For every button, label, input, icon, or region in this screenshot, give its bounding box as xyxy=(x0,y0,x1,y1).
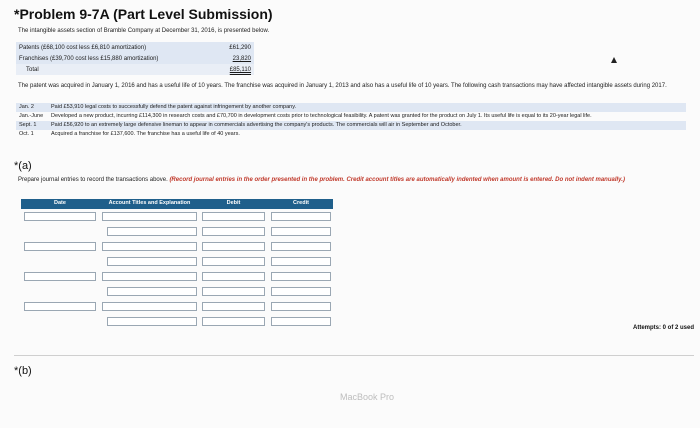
laptop-bezel-text: MacBook Pro xyxy=(340,392,395,402)
transaction-row xyxy=(16,103,686,112)
part-b-label: *(b) xyxy=(14,365,32,377)
mouse-pointer-icon xyxy=(611,57,617,63)
transactions-table xyxy=(16,103,686,139)
header-credit: Credit xyxy=(293,200,309,206)
debit-input[interactable] xyxy=(202,242,265,251)
section-divider xyxy=(14,355,694,356)
intangible-assets-table xyxy=(16,42,254,75)
transaction-text: Acquired a franchise for £137,600. The franchise has a useful life of 40 years. xyxy=(51,131,240,137)
account-input[interactable] xyxy=(102,212,197,221)
header-date: Date xyxy=(54,200,66,206)
transaction-text: Paid £53,910 legal costs to successfully defend the patent against infringement by another company. xyxy=(48,103,686,112)
journal-row xyxy=(21,210,333,225)
part-a-label: *(a) xyxy=(14,160,32,172)
credit-input[interactable] xyxy=(271,212,331,221)
debit-input[interactable] xyxy=(202,272,265,281)
patent-description: The patent was acquired in January 1, 2016 and has a useful life of 10 years. The franchise was acquired in January 1, 2013 and also has a useful life of 10 years. The following cash transactions may have affected intangible assets during 2017. xyxy=(18,83,667,89)
transaction-row xyxy=(16,130,686,139)
assets-row-amount: 23,820 xyxy=(188,53,254,64)
debit-input[interactable] xyxy=(202,212,265,221)
account-input[interactable] xyxy=(107,317,197,326)
debit-input[interactable] xyxy=(202,257,265,266)
journal-row xyxy=(21,285,333,300)
credit-input[interactable] xyxy=(271,317,331,326)
transaction-date: Jan. 2 xyxy=(16,103,48,112)
assets-row xyxy=(16,42,254,53)
journal-row xyxy=(21,300,333,315)
account-input[interactable] xyxy=(102,242,197,251)
account-input[interactable] xyxy=(107,287,197,296)
date-input[interactable] xyxy=(24,272,96,281)
assets-row-label: Franchises (£39,700 cost less £15,880 amortization) xyxy=(16,53,188,64)
header-debit: Debit xyxy=(226,200,241,206)
assets-total-amount: £85,110 xyxy=(188,64,254,75)
debit-input[interactable] xyxy=(202,287,265,296)
journal-entry-grid xyxy=(21,210,333,330)
credit-input[interactable] xyxy=(271,287,331,296)
credit-input[interactable] xyxy=(271,257,331,266)
header-account: Account Titles and Explanation xyxy=(108,200,191,206)
transaction-date: Oct. 1 xyxy=(19,131,34,137)
date-input[interactable] xyxy=(24,302,96,311)
attempts-counter: Attempts: 0 of 2 used xyxy=(632,325,694,331)
instructions-warning: (Record journal entries in the order presented in the problem. Credit account titles are automatically indented when amount is entered. Do not indent manually.) xyxy=(169,177,625,183)
account-input[interactable] xyxy=(102,302,197,311)
date-input[interactable] xyxy=(24,212,96,221)
credit-input[interactable] xyxy=(271,227,331,236)
assets-row-label: Patents (£68,100 cost less £6,810 amortization) xyxy=(16,42,188,53)
assets-total-row xyxy=(16,64,254,75)
journal-row xyxy=(21,315,333,330)
account-input[interactable] xyxy=(107,227,197,236)
credit-input[interactable] xyxy=(271,272,331,281)
assets-row-amount: £61,290 xyxy=(188,42,254,53)
instructions-text: Prepare journal entries to record the transactions above. xyxy=(18,177,168,183)
journal-header xyxy=(21,199,333,209)
transaction-row xyxy=(16,121,686,130)
problem-title: *Problem 9-7A (Part Level Submission) xyxy=(14,6,273,22)
transaction-text: Developed a new product, incurring £114,300 in research costs and £70,700 in development costs prior to technological feasibility. A patent was granted for the product on July 1. Its useful life is equal to its 20-year legal life. xyxy=(51,113,592,119)
transaction-date: Jan.-June xyxy=(19,113,44,119)
debit-input[interactable] xyxy=(202,317,265,326)
journal-row xyxy=(21,255,333,270)
assets-row xyxy=(16,53,254,64)
part-a-instructions xyxy=(18,176,690,184)
journal-row xyxy=(21,240,333,255)
transaction-text: Paid £56,920 to an extremely large defensive lineman to appear in commercials advertising the company's products. The commercials will air in September and October. xyxy=(48,121,686,130)
credit-input[interactable] xyxy=(271,242,331,251)
account-input[interactable] xyxy=(102,272,197,281)
date-input[interactable] xyxy=(24,242,96,251)
debit-input[interactable] xyxy=(202,227,265,236)
assets-total-label: Total xyxy=(16,64,188,75)
credit-input[interactable] xyxy=(271,302,331,311)
transaction-date: Sept. 1 xyxy=(16,121,48,130)
transaction-row xyxy=(16,112,686,121)
journal-row xyxy=(21,225,333,240)
account-input[interactable] xyxy=(107,257,197,266)
problem-intro: The intangible assets section of Bramble Company at December 31, 2016, is presented below. xyxy=(18,28,270,34)
debit-input[interactable] xyxy=(202,302,265,311)
journal-row xyxy=(21,270,333,285)
